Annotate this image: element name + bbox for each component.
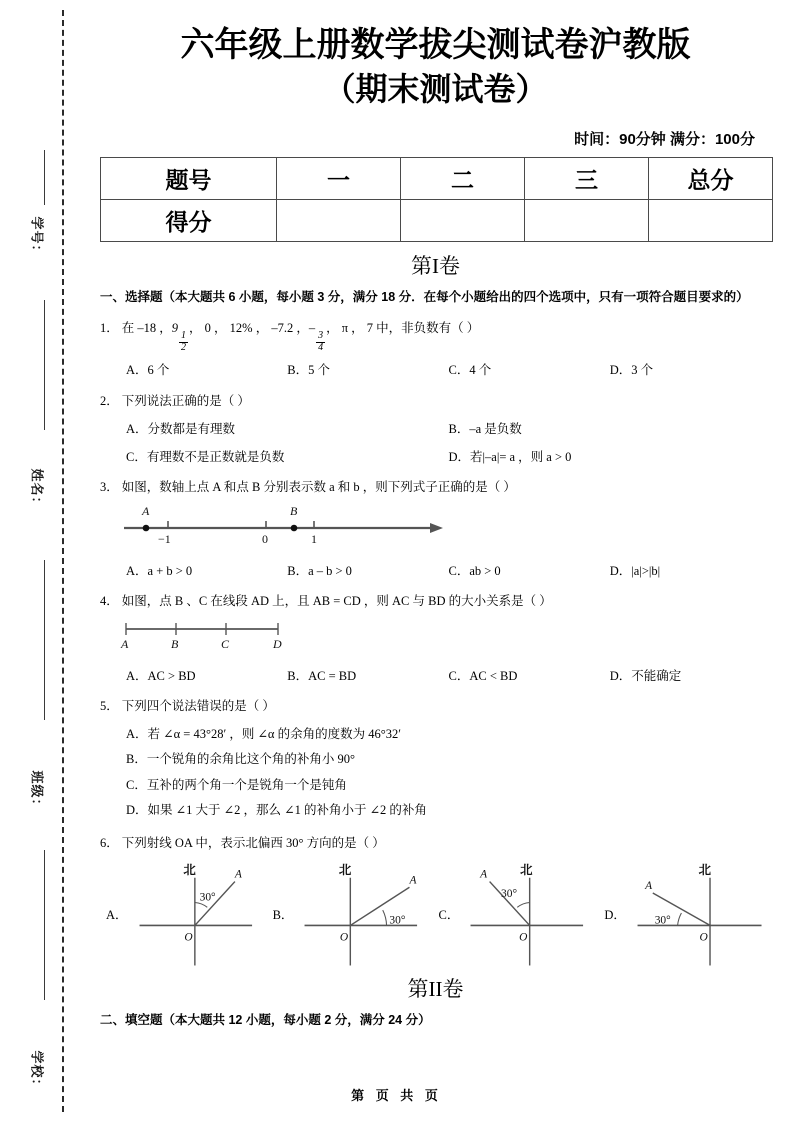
compass-d-north: 北: [698, 863, 711, 878]
volume-2-heading: 第II卷: [407, 977, 464, 1002]
seal-label-student-id: 学号：: [29, 216, 45, 259]
question-4-option-c[interactable]: C．AC < BD: [448, 669, 518, 684]
number-line-tick-0: 0: [262, 531, 268, 546]
question-2-stem-text: 下列说法正确的是（ ）: [121, 393, 250, 408]
question-1-options: [100, 360, 771, 381]
segment-label-b: B: [171, 637, 179, 652]
page-subtitle: （期末测试卷）: [323, 70, 548, 107]
question-6-stem: [100, 833, 771, 854]
number-line-tick-1: 1: [311, 531, 317, 546]
question-5-option-a[interactable]: A．若 ∠α = 43°28′ ，则 ∠α 的余角的度数为 46°32′: [126, 726, 401, 741]
question-1-option-c[interactable]: C．4 个: [448, 363, 492, 378]
score-table: [100, 157, 773, 242]
compass-b-ray-label: A: [409, 874, 417, 887]
table-row: [101, 200, 773, 242]
question-5-option-d[interactable]: D．如果 ∠1 大于 ∠2 ，那么 ∠1 的补角小于 ∠2 的补角: [126, 803, 427, 818]
exam-page: [78, 0, 793, 1122]
question-1-option-d[interactable]: D．3 个: [609, 363, 654, 378]
question-5-options: [100, 722, 771, 825]
seal-label-school: 学校：: [29, 1050, 45, 1093]
number-line-svg: [118, 502, 448, 550]
question-3-option-b[interactable]: B．a – b > 0: [287, 563, 352, 578]
question-6-choice-label-c[interactable]: C．: [438, 907, 460, 922]
table-row: [101, 158, 773, 200]
question-2-option-b[interactable]: B．–a 是负数: [448, 421, 522, 436]
question-5-option-c[interactable]: C．互补的两个角一个是锐角一个是钝角: [126, 777, 347, 792]
compass-a-origin: O: [183, 931, 193, 944]
number-line-label-b: B: [290, 503, 298, 518]
seal-label-name: 姓名：: [29, 468, 45, 511]
question-1-frac1-whole: 9: [171, 321, 179, 336]
question-6-stem-text: 下列射线 OA 中，表示北偏西 30° 方向的是（ ）: [121, 836, 385, 851]
question-3-stem-text: 如图，数轴上点 A 和点 B 分别表示数 a 和 b ，则下列式子正确的是（ ）: [121, 480, 516, 495]
question-3-option-d[interactable]: D．|a|>|b|: [609, 563, 661, 578]
question-3-option-c[interactable]: C．ab > 0: [448, 563, 501, 578]
volume-1-heading: 第I卷: [411, 254, 460, 279]
segment-label-c: C: [221, 637, 230, 652]
seal-label-class: 班级：: [29, 770, 45, 813]
question-4-option-b[interactable]: B．AC = BD: [287, 669, 357, 684]
question-6-choice-label-a[interactable]: A．: [106, 907, 128, 922]
question-4-stem: [100, 591, 771, 612]
question-1-frac2-num: 3: [318, 329, 324, 341]
question-4-stem-text: 如图，点 B 、C 在线段 AD 上，且 AB = CD ，则 AC 与 BD 的大小关系是（ ）: [121, 593, 552, 608]
compass-a-angle: 30°: [199, 891, 216, 904]
seal-rule-1: [44, 150, 45, 205]
compass-c-ray-label: A: [480, 869, 488, 882]
seal-rule-3: [44, 560, 45, 720]
score-cell-0[interactable]: [277, 200, 401, 242]
number-line-tick-neg1: −1: [158, 531, 171, 546]
number-line-label-a: A: [142, 503, 150, 518]
question-1-option-a[interactable]: A．6 个: [126, 363, 170, 378]
segment-svg: [118, 615, 338, 655]
score-cell-1[interactable]: [401, 200, 525, 242]
score-table-row-label-1: 得分: [101, 200, 277, 242]
question-2-option-a[interactable]: A．分数都是有理数: [126, 421, 236, 436]
question-3: [100, 477, 771, 582]
question-1-frac2-sign: –: [308, 321, 316, 336]
seal-rule-4: [44, 850, 45, 1000]
question-2-stem: [100, 391, 771, 412]
compass-d-origin: O: [699, 931, 708, 944]
question-2-options-row-2: [100, 447, 771, 468]
score-table-col-3: 总分: [649, 158, 773, 200]
compass-c-north: 北: [520, 863, 533, 878]
question-6-diagram-a[interactable]: [130, 856, 273, 971]
question-3-stem: [100, 477, 771, 498]
question-3-option-a[interactable]: A．a + b > 0: [126, 563, 193, 578]
compass-b-origin: O: [340, 931, 349, 944]
question-5: [100, 696, 771, 824]
question-1-frac2-den: 4: [318, 341, 324, 353]
question-1-stem-pre: 在 –18 ，: [121, 321, 172, 336]
section-heading-fill-blank: 二、填空题（本大题共 12 小题，每小题 2 分，满分 24 分）: [100, 1013, 431, 1028]
page-footer: 第 页 共 页: [351, 1088, 442, 1103]
exam-meta: 时间：90分钟 满分：100分: [574, 131, 755, 149]
left-margin-seal-area: [0, 0, 78, 1122]
section-heading-choice: 一、选择题（本大题共 6 小题，每小题 3 分，满分 18 分．在每个小题给出的四个选项中，只有一项符合题目要求的）: [100, 290, 749, 305]
question-3-figure-number-line: [100, 502, 771, 554]
question-2: [100, 391, 771, 469]
question-2-option-d[interactable]: D．若|–a|= a ，则 a > 0: [448, 450, 572, 465]
compass-a-ray-label: A: [234, 869, 242, 882]
compass-d-angle: 30°: [654, 914, 671, 927]
question-6-number: 6．: [100, 836, 119, 851]
compass-d-ray-label: A: [645, 880, 653, 893]
seal-dashed-line: [62, 10, 64, 1112]
question-3-options: [100, 561, 771, 582]
question-5-stem: [100, 696, 771, 717]
question-4-options: [100, 666, 771, 687]
question-1-stem-post: ， π ， 7 中，非负数有（ ）: [326, 321, 480, 336]
score-cell-2[interactable]: [525, 200, 649, 242]
score-table-col-1: 二: [401, 158, 525, 200]
question-6-choice-label-d[interactable]: D．: [604, 907, 626, 922]
question-4-figure-segment: [100, 615, 771, 659]
question-6-diagram-b[interactable]: [295, 856, 438, 971]
score-cell-3[interactable]: [649, 200, 773, 242]
question-1-frac1-den: 2: [181, 341, 187, 353]
segment-label-d: D: [273, 637, 282, 652]
question-2-number: 2．: [100, 393, 119, 408]
question-5-option-b[interactable]: B．一个锐角的余角比这个角的补角小 90°: [126, 752, 355, 767]
question-6-choice-label-b[interactable]: B．: [272, 907, 294, 922]
question-4: [100, 591, 771, 688]
question-2-options-row-1: [100, 419, 771, 440]
question-1-number: 1．: [100, 321, 119, 336]
score-table-col-2: 三: [525, 158, 649, 200]
question-6: [100, 833, 771, 971]
question-5-stem-text: 下列四个说法错误的是（ ）: [121, 699, 275, 714]
question-2-option-c[interactable]: C．有理数不是正数就是负数: [126, 450, 285, 465]
page-title: 六年级上册数学拔尖测试卷沪教版: [180, 26, 691, 64]
question-6-diagram-c[interactable]: [461, 856, 604, 971]
score-table-row-label-0: 题号: [101, 158, 277, 200]
compass-c-angle: 30°: [501, 888, 518, 901]
segment-label-a: A: [121, 637, 129, 652]
question-6-figure-row: [100, 856, 771, 971]
question-1-frac1-num: 1: [181, 329, 187, 341]
question-1-fraction-2: [316, 331, 325, 354]
question-4-option-a[interactable]: A．AC > BD: [126, 669, 196, 684]
question-3-number: 3．: [100, 480, 119, 495]
question-4-option-d[interactable]: D．不能确定: [609, 669, 682, 684]
question-1-option-b[interactable]: B．5 个: [287, 363, 330, 378]
question-1-stem: [100, 318, 771, 353]
seal-label-column: [16, 0, 60, 1122]
question-1: [100, 318, 771, 381]
compass-a-north: 北: [182, 863, 196, 878]
question-1-fraction-1: [179, 331, 188, 354]
question-6-diagram-d[interactable]: [628, 856, 771, 971]
score-table-col-0: 一: [277, 158, 401, 200]
compass-b-angle: 30°: [389, 914, 406, 927]
compass-b-north: 北: [339, 863, 352, 878]
question-5-number: 5．: [100, 699, 119, 714]
question-4-number: 4．: [100, 593, 119, 608]
seal-rule-2: [44, 300, 45, 430]
compass-c-origin: O: [519, 931, 528, 944]
question-1-stem-mid: ， 0 ， 12% ， –7.2 ，: [189, 321, 309, 336]
